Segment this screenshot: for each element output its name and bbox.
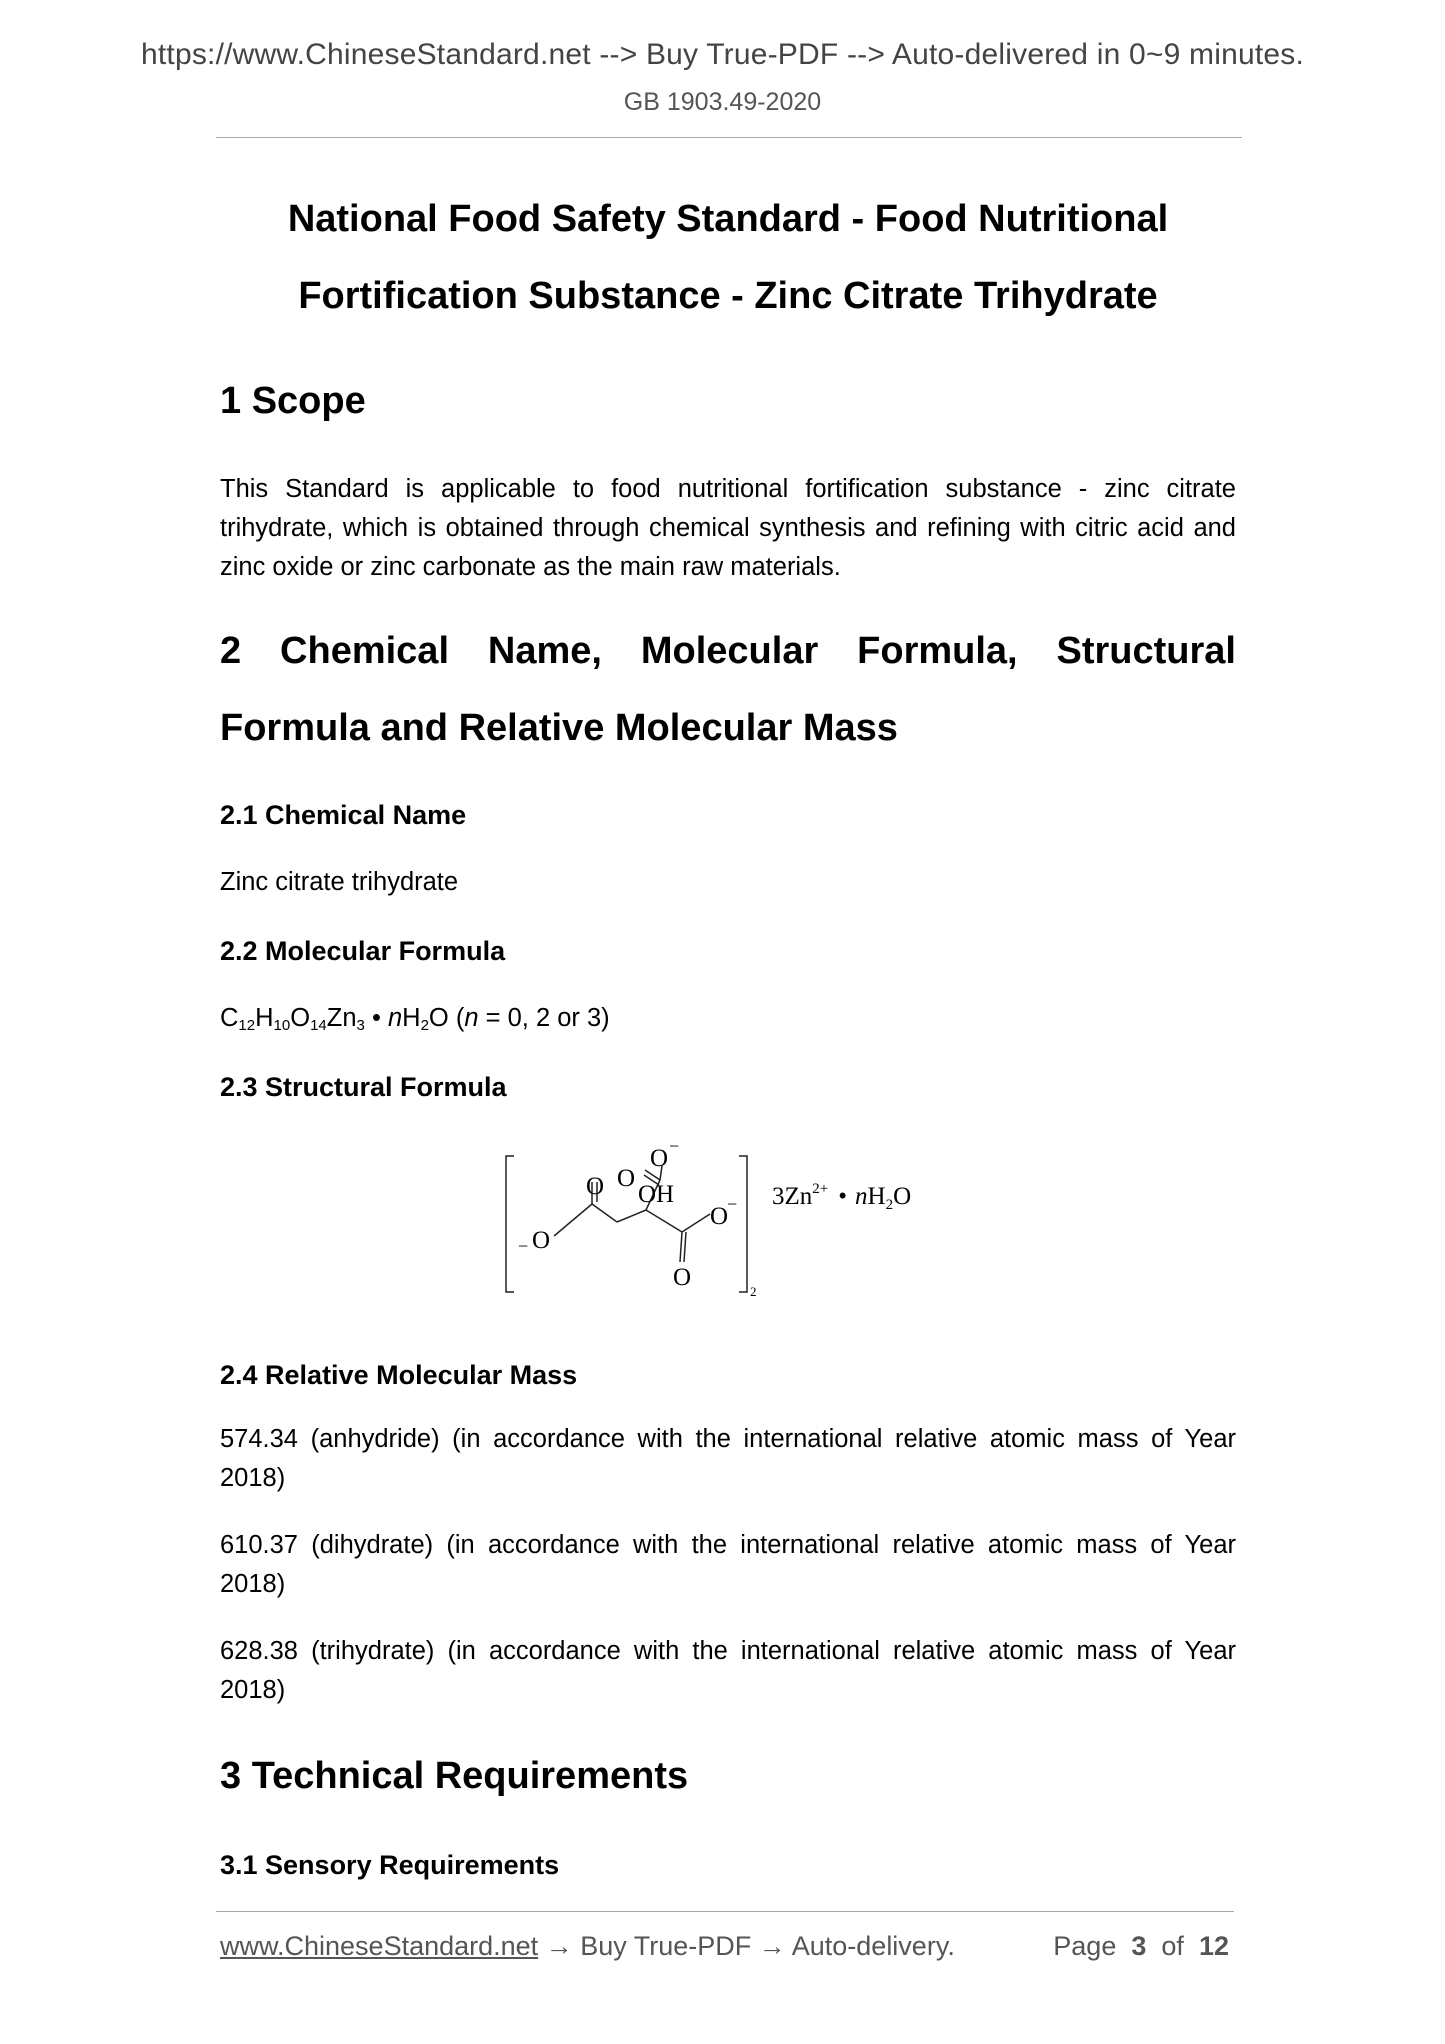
atom-o-minus-right: O [710,1203,729,1230]
atom-o-minus-top: O [650,1145,669,1172]
right-bracket [739,1156,747,1292]
counter-ion-label [772,1181,911,1213]
atom-o-double-bottom: O [673,1264,692,1291]
atom-o-minus-left: O [532,1227,551,1254]
structural-formula-drawing [500,1140,970,1340]
molecular-mass-trihydrate: 628.38 (trihydrate) (in accordance with the international relative atomic mass of Year 2018) [220,1637,1236,1704]
document-number: GB 1903.49-2020 [623,88,822,116]
page-indicator: Page 3 of 12 [1053,1931,1229,1961]
page-current: 3 [1131,1931,1147,1961]
section-3-heading: 3 Technical Requirements [220,1755,689,1797]
section-2-heading-line-2: Formula and Relative Molecular Mass [220,707,898,749]
footer-promo [220,1931,955,1962]
section-2-1-heading: 2.1 Chemical Name [220,800,467,830]
section-1-heading: 1 Scope [220,380,366,422]
section-2-2-heading: 2.2 Molecular Formula [220,936,506,966]
footer-divider [216,1911,1234,1912]
chemical-name: Zinc citrate trihydrate [220,868,459,896]
footer-promo-text: → Buy True-PDF → Auto-delivery. [538,1931,955,1961]
footer-website-link[interactable]: www.ChineseStandard.net [220,1931,539,1961]
molecular-mass-dihydrate: 610.37 (dihydrate) (in accordance with the international relative atomic mass of Year 2018) [220,1531,1236,1598]
header-divider [216,137,1242,138]
section-2-4-heading: 2.4 Relative Molecular Mass [220,1360,578,1390]
charge-minus-left: − [518,1236,529,1256]
bracket-subscript: 2 [750,1284,757,1299]
document-title-line-1: National Food Safety Standard - Food Nutritional [287,198,1169,240]
atom-oh: OH [638,1181,675,1208]
atom-labels [518,1140,737,1291]
section-2-3-heading: 2.3 Structural Formula [220,1072,507,1102]
atom-o-double-left: O [586,1173,605,1200]
molecular-mass-anhydride: 574.34 (anhydride) (in accordance with the international relative atomic mass of Year 2018) [220,1425,1236,1492]
section-1-body: This Standard is applicable to food nutritional fortification substance - zinc citrate trihydrate, which is obtained through chemical synthesis and refining with citric acid and zinc oxide or zinc carbonate as the main raw materials. [220,475,1236,581]
svg-text:3Zn2+•nH2O: $3Zn^{2+}$ • $nH_2O$ [772,1181,912,1213]
charge-minus-top: − [669,1140,680,1156]
charge-minus-right: − [727,1194,738,1214]
document-title-line-2: Fortification Substance - Zinc Citrate Trihydrate [298,275,1158,317]
header-banner: https://www.ChineseStandard.net --> Buy True-PDF --> Auto-delivered in 0~9 minutes. [141,38,1304,71]
page-total: 12 [1198,1931,1229,1961]
section-3-1-heading: 3.1 Sensory Requirements [220,1850,560,1880]
atom-o-double-top: O [617,1165,636,1192]
section-2-heading-line-1: 2 Chemical Name, Molecular Formula, Structural [220,630,1236,672]
left-bracket [506,1156,514,1292]
structural-formula [500,1140,970,1340]
molecular-formula: $C_{12}H_{10}O_{14}Zn_3$ • $nH_2O$ (n = 0, 2 or 3) [220,1004,610,1034]
